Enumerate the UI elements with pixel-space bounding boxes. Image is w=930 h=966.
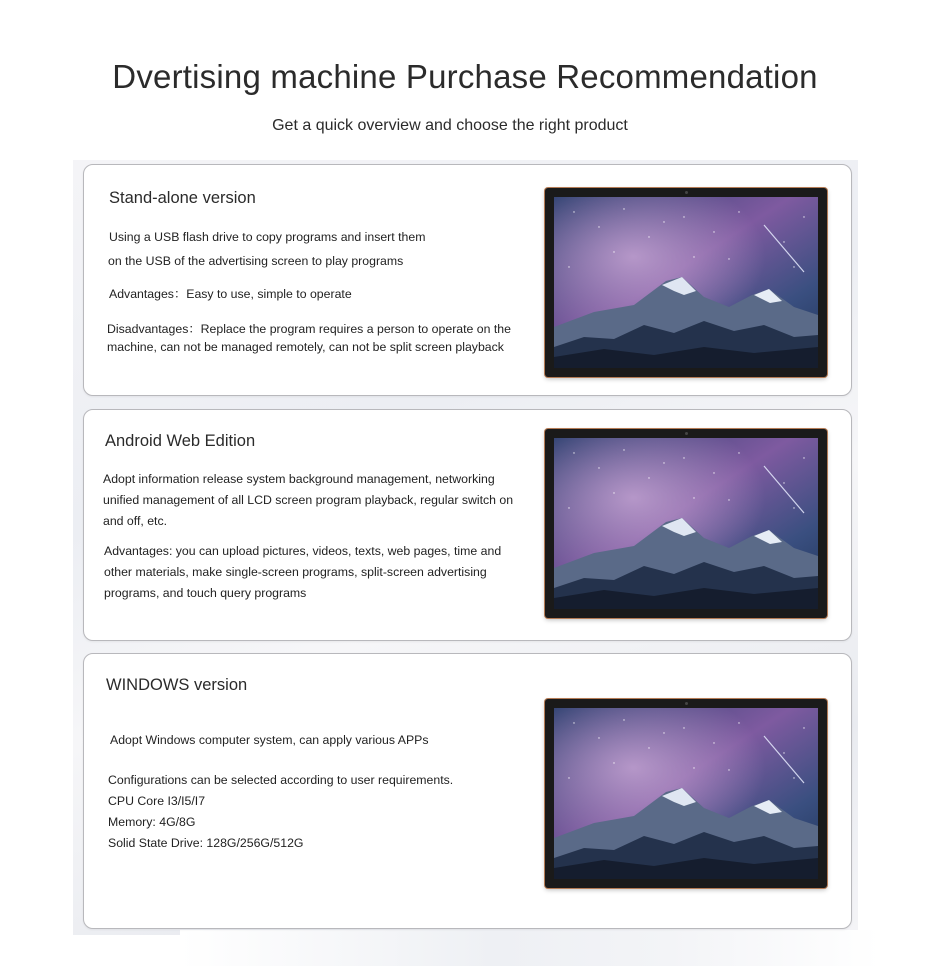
card-title: Android Web Edition [105, 432, 256, 450]
card-text-line: Adopt information release system background management, networking [103, 472, 495, 486]
product-card-windows [83, 653, 852, 929]
card-text-line: CPU Core I3/I5/I7 [108, 794, 206, 808]
card-text-line: Adopt Windows computer system, can apply various APPs [110, 733, 429, 747]
display-screen-image [545, 188, 827, 377]
mountain-night-sky-image [554, 438, 818, 609]
display-screen-image [545, 699, 827, 888]
camera-dot-icon [685, 432, 688, 435]
background-fade [180, 930, 880, 966]
page-title: Dvertising machine Purchase Recommendation [112, 58, 818, 95]
card-title: WINDOWS version [106, 676, 248, 694]
camera-dot-icon [685, 702, 688, 705]
card-text-line: Advantages: you can upload pictures, videos, texts, web pages, time and [104, 544, 502, 558]
card-text-line: Solid State Drive: 128G/256G/512G [108, 836, 304, 850]
product-card-android [83, 409, 852, 641]
card-text-line: Advantages：Easy to use, simple to operate [109, 287, 352, 301]
card-text-line: programs, and touch query programs [104, 586, 307, 600]
card-text-line: Using a USB flash drive to copy programs and insert them [109, 230, 426, 244]
card-text-line: unified management of all LCD screen program playback, regular switch on [103, 493, 514, 507]
page-subtitle: Get a quick overview and choose the right product [272, 117, 628, 134]
card-text-line: on the USB of the advertising screen to play programs [108, 254, 404, 268]
mountain-night-sky-image [554, 197, 818, 368]
display-screen-image [545, 429, 827, 618]
mountain-night-sky-image [554, 708, 818, 879]
card-text-line: Configurations can be selected according to user requirements. [108, 773, 454, 787]
card-title: Stand-alone version [109, 189, 256, 207]
card-text-line: Memory: 4G/8G [108, 815, 196, 829]
card-text-line: and off, etc. [103, 514, 168, 528]
card-text-line: machine, can not be managed remotely, can not be split screen playback [107, 340, 504, 354]
card-text-line: Disadvantages：Replace the program requires a person to operate on the [107, 322, 511, 336]
card-text-line: other materials, make single-screen programs, split-screen advertising [104, 565, 487, 579]
product-card-standalone [83, 164, 852, 396]
camera-dot-icon [685, 191, 688, 194]
